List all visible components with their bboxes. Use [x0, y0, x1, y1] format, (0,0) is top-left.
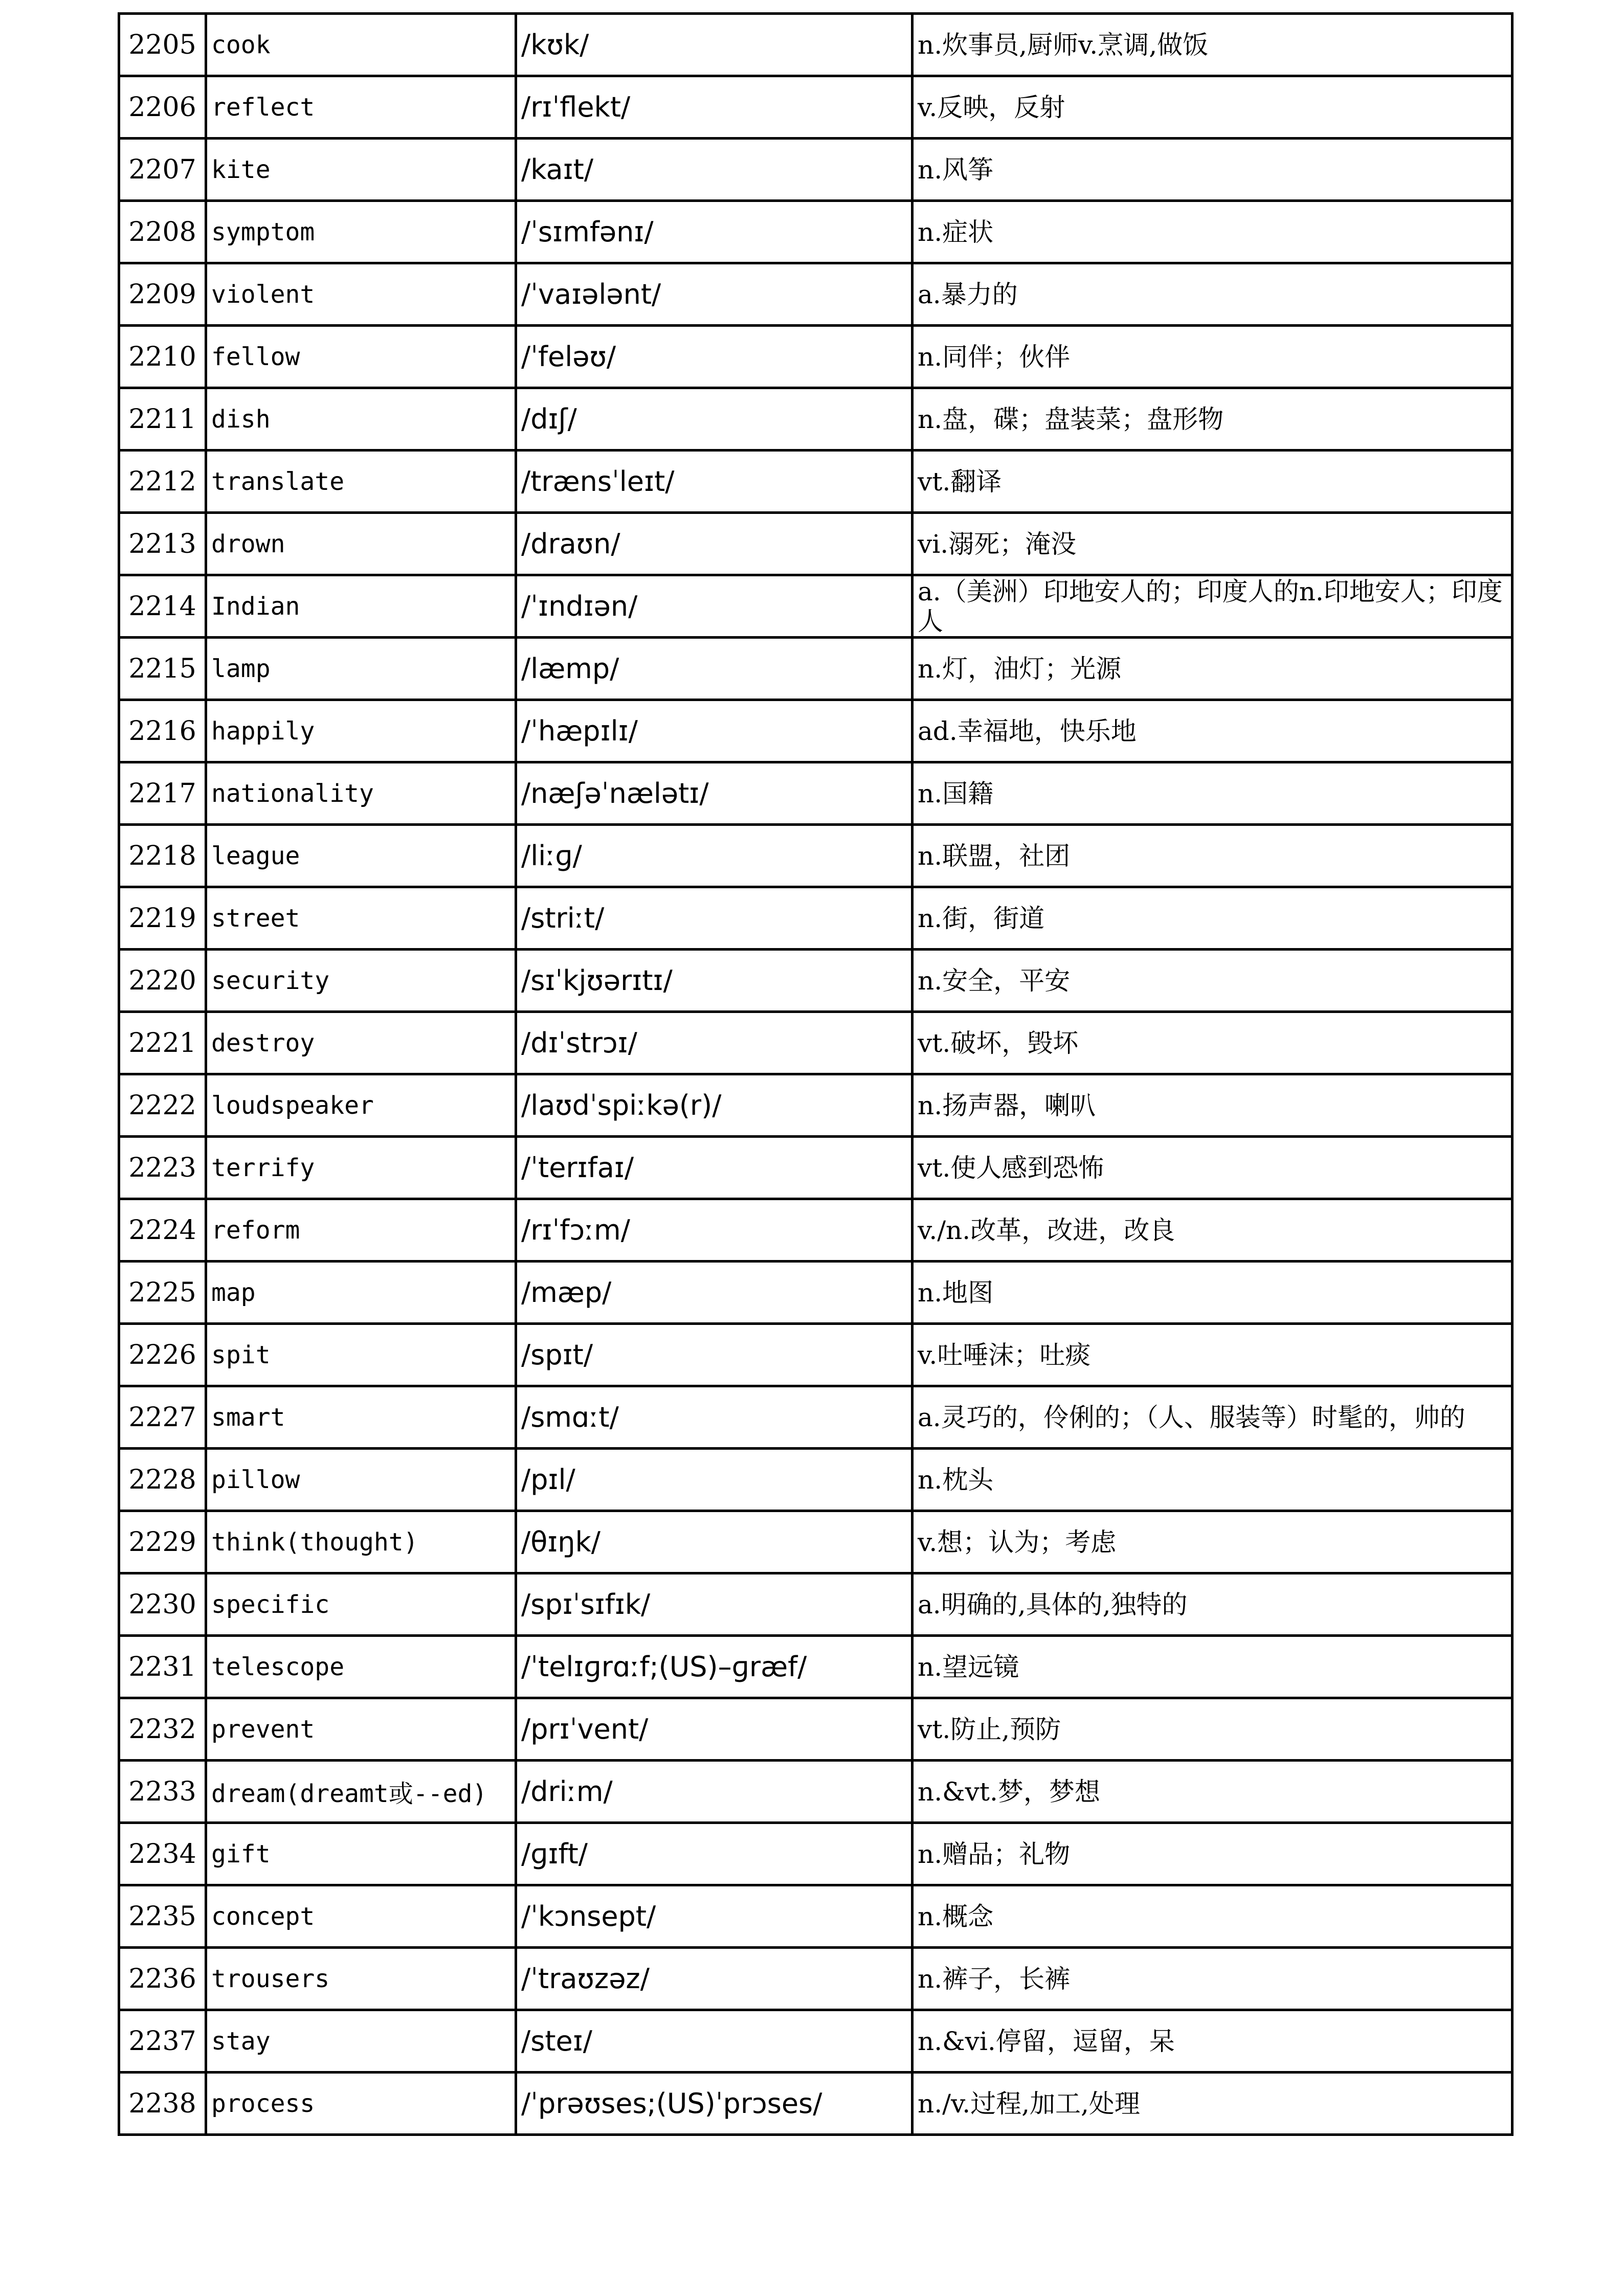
entry-phonetic: /næʃəˈnælətɪ/: [516, 762, 913, 825]
entry-phonetic: /striːt/: [516, 887, 913, 950]
entry-word: symptom: [206, 201, 516, 263]
entry-number: 2215: [119, 638, 206, 700]
entry-number: 2219: [119, 887, 206, 950]
entry-number: 2234: [119, 1823, 206, 1885]
entry-definition: n.症状: [913, 201, 1512, 263]
entry-word: translate: [206, 451, 516, 513]
entry-phonetic: /driːm/: [516, 1761, 913, 1823]
entry-word: street: [206, 887, 516, 950]
entry-number: 2207: [119, 139, 206, 201]
entry-definition: v.反映，反射: [913, 76, 1512, 139]
entry-number: 2232: [119, 1698, 206, 1761]
entry-word: concept: [206, 1885, 516, 1948]
table-row: [119, 1698, 1512, 1761]
table-row: [119, 825, 1512, 887]
entry-word: loudspeaker: [206, 1074, 516, 1137]
table-row: [119, 14, 1512, 76]
table-row: [119, 1761, 1512, 1823]
table-row: [119, 1199, 1512, 1262]
entry-phonetic: /dɪˈstrɔɪ/: [516, 1012, 913, 1074]
entry-definition: n.同伴；伙伴: [913, 326, 1512, 388]
entry-definition: vt.破坏，毁坏: [913, 1012, 1512, 1074]
entry-number: 2235: [119, 1885, 206, 1948]
table-row: [119, 575, 1512, 638]
entry-definition: n.风筝: [913, 139, 1512, 201]
entry-definition: n.枕头: [913, 1449, 1512, 1511]
entry-definition: n.地图: [913, 1262, 1512, 1324]
entry-phonetic: /spɪt/: [516, 1324, 913, 1386]
entry-number: 2213: [119, 513, 206, 575]
entry-phonetic: /pɪl/: [516, 1449, 913, 1511]
entry-number: 2236: [119, 1948, 206, 2010]
table-row: [119, 1074, 1512, 1137]
entry-word: gift: [206, 1823, 516, 1885]
entry-phonetic: /ˈkɔnsept/: [516, 1885, 913, 1948]
entry-word: happily: [206, 700, 516, 762]
entry-definition: ad.幸福地，快乐地: [913, 700, 1512, 762]
entry-number: 2217: [119, 762, 206, 825]
entry-phonetic: /rɪˈflekt/: [516, 76, 913, 139]
entry-definition: vi.溺死；淹没: [913, 513, 1512, 575]
entry-number: 2226: [119, 1324, 206, 1386]
table-row: [119, 887, 1512, 950]
entry-phonetic: /prɪˈvent/: [516, 1698, 913, 1761]
entry-number: 2238: [119, 2073, 206, 2135]
entry-phonetic: /liːɡ/: [516, 825, 913, 887]
entry-definition: vt.使人感到恐怖: [913, 1137, 1512, 1199]
entry-word: Indian: [206, 575, 516, 638]
entry-word: pillow: [206, 1449, 516, 1511]
entry-word: security: [206, 950, 516, 1012]
entry-definition: vt.防止,预防: [913, 1698, 1512, 1761]
entry-word: terrify: [206, 1137, 516, 1199]
table-row: [119, 1449, 1512, 1511]
entry-word: smart: [206, 1386, 516, 1449]
entry-word: dish: [206, 388, 516, 451]
entry-word: violent: [206, 263, 516, 326]
entry-definition: n.安全，平安: [913, 950, 1512, 1012]
entry-phonetic: /draʊn/: [516, 513, 913, 575]
entry-number: 2224: [119, 1199, 206, 1262]
entry-phonetic: /kʊk/: [516, 14, 913, 76]
entry-number: 2206: [119, 76, 206, 139]
entry-word: fellow: [206, 326, 516, 388]
entry-word: nationality: [206, 762, 516, 825]
entry-definition: n.灯，油灯；光源: [913, 638, 1512, 700]
entry-definition: n.裤子，长裤: [913, 1948, 1512, 2010]
entry-definition: n.盘，碟；盘装菜；盘形物: [913, 388, 1512, 451]
entry-word: map: [206, 1262, 516, 1324]
entry-definition: n.炊事员,厨师v.烹调,做饭: [913, 14, 1512, 76]
entry-phonetic: /θɪŋk/: [516, 1511, 913, 1573]
entry-number: 2211: [119, 388, 206, 451]
entry-phonetic: /ˈfeləʊ/: [516, 326, 913, 388]
entry-definition: n.联盟，社团: [913, 825, 1512, 887]
table-row: [119, 76, 1512, 139]
entry-definition: n./v.过程,加工,处理: [913, 2073, 1512, 2135]
entry-number: 2212: [119, 451, 206, 513]
table-row: [119, 263, 1512, 326]
entry-word: league: [206, 825, 516, 887]
table-row: [119, 2010, 1512, 2073]
entry-word: lamp: [206, 638, 516, 700]
entry-definition: vt.翻译: [913, 451, 1512, 513]
table-row: [119, 1511, 1512, 1573]
entry-definition: n.概念: [913, 1885, 1512, 1948]
table-row: [119, 638, 1512, 700]
entry-word: prevent: [206, 1698, 516, 1761]
entry-phonetic: /laʊdˈspiːkə(r)/: [516, 1074, 913, 1137]
entry-word: think(thought): [206, 1511, 516, 1573]
entry-number: 2210: [119, 326, 206, 388]
entry-definition: a.明确的,具体的,独特的: [913, 1573, 1512, 1636]
entry-number: 2216: [119, 700, 206, 762]
entry-word: reform: [206, 1199, 516, 1262]
entry-word: kite: [206, 139, 516, 201]
table-row: [119, 201, 1512, 263]
entry-word: reflect: [206, 76, 516, 139]
entry-definition: n.扬声器，喇叭: [913, 1074, 1512, 1137]
table-row: [119, 1137, 1512, 1199]
table-row: [119, 1885, 1512, 1948]
entry-phonetic: /rɪˈfɔːm/: [516, 1199, 913, 1262]
entry-word: dream(dreamt或--ed): [206, 1761, 516, 1823]
entry-definition: a.暴力的: [913, 263, 1512, 326]
entry-word: stay: [206, 2010, 516, 2073]
table-row: [119, 1948, 1512, 2010]
entry-number: 2220: [119, 950, 206, 1012]
table-row: [119, 1573, 1512, 1636]
entry-definition: v.吐唾沫；吐痰: [913, 1324, 1512, 1386]
table-row: [119, 1012, 1512, 1074]
entry-phonetic: /kaɪt/: [516, 139, 913, 201]
table-row: [119, 1324, 1512, 1386]
entry-word: spit: [206, 1324, 516, 1386]
entry-word: drown: [206, 513, 516, 575]
entry-number: 2225: [119, 1262, 206, 1324]
entry-phonetic: /dɪʃ/: [516, 388, 913, 451]
entry-definition: n.&vt.梦，梦想: [913, 1761, 1512, 1823]
table-row: [119, 513, 1512, 575]
table-row: [119, 451, 1512, 513]
entry-definition: n.望远镜: [913, 1636, 1512, 1698]
entry-definition: v.想；认为；考虑: [913, 1511, 1512, 1573]
entry-number: 2209: [119, 263, 206, 326]
table-row: [119, 1386, 1512, 1449]
entry-word: trousers: [206, 1948, 516, 2010]
table-row: [119, 950, 1512, 1012]
entry-number: 2223: [119, 1137, 206, 1199]
entry-phonetic: /sɪˈkjʊərɪtɪ/: [516, 950, 913, 1012]
table-row: [119, 762, 1512, 825]
entry-definition: a.（美洲）印地安人的；印度人的n.印地安人；印度人: [913, 575, 1512, 638]
entry-phonetic: /steɪ/: [516, 2010, 913, 2073]
entry-number: 2214: [119, 575, 206, 638]
entry-number: 2230: [119, 1573, 206, 1636]
table-row: [119, 700, 1512, 762]
table-row: [119, 1823, 1512, 1885]
table-row: [119, 388, 1512, 451]
entry-phonetic: /ˈsɪmfənɪ/: [516, 201, 913, 263]
entry-word: specific: [206, 1573, 516, 1636]
entry-definition: a.灵巧的，伶俐的；（人、服装等）时髦的，帅的: [913, 1386, 1512, 1449]
entry-phonetic: /mæp/: [516, 1262, 913, 1324]
entry-word: process: [206, 2073, 516, 2135]
entry-phonetic: /spɪˈsɪfɪk/: [516, 1573, 913, 1636]
entry-word: telescope: [206, 1636, 516, 1698]
entry-definition: v./n.改革，改进，改良: [913, 1199, 1512, 1262]
entry-phonetic: /trænsˈleɪt/: [516, 451, 913, 513]
entry-number: 2205: [119, 14, 206, 76]
entry-definition: n.街，街道: [913, 887, 1512, 950]
entry-definition: n.&vi.停留，逗留，呆: [913, 2010, 1512, 2073]
entry-phonetic: /smɑːt/: [516, 1386, 913, 1449]
entry-phonetic: /ˈɪndɪən/: [516, 575, 913, 638]
entry-number: 2228: [119, 1449, 206, 1511]
entry-phonetic: /ɡɪft/: [516, 1823, 913, 1885]
entry-definition: n.国籍: [913, 762, 1512, 825]
table-row: [119, 326, 1512, 388]
entry-phonetic: /ˈterɪfaɪ/: [516, 1137, 913, 1199]
entry-number: 2233: [119, 1761, 206, 1823]
table-row: [119, 1262, 1512, 1324]
entry-number: 2218: [119, 825, 206, 887]
entry-number: 2221: [119, 1012, 206, 1074]
entry-phonetic: /læmp/: [516, 638, 913, 700]
entry-phonetic: /ˈtraʊzəz/: [516, 1948, 913, 2010]
table-row: [119, 2073, 1512, 2135]
entry-definition: n.赠品；礼物: [913, 1823, 1512, 1885]
entry-phonetic: /ˈvaɪələnt/: [516, 263, 913, 326]
entry-phonetic: /ˈtelɪɡrɑːf;(US)–ɡræf/: [516, 1636, 913, 1698]
entry-word: destroy: [206, 1012, 516, 1074]
entry-number: 2222: [119, 1074, 206, 1137]
entry-number: 2208: [119, 201, 206, 263]
entry-phonetic: /ˈprəʊses;(US)ˈprɔses/: [516, 2073, 913, 2135]
table-row: [119, 1636, 1512, 1698]
entry-number: 2231: [119, 1636, 206, 1698]
entry-word: cook: [206, 14, 516, 76]
entry-phonetic: /ˈhæpɪlɪ/: [516, 700, 913, 762]
vocabulary-table: [118, 12, 1514, 2136]
entry-number: 2229: [119, 1511, 206, 1573]
entry-number: 2227: [119, 1386, 206, 1449]
vocabulary-table-body: [119, 14, 1512, 2135]
table-row: [119, 139, 1512, 201]
entry-number: 2237: [119, 2010, 206, 2073]
